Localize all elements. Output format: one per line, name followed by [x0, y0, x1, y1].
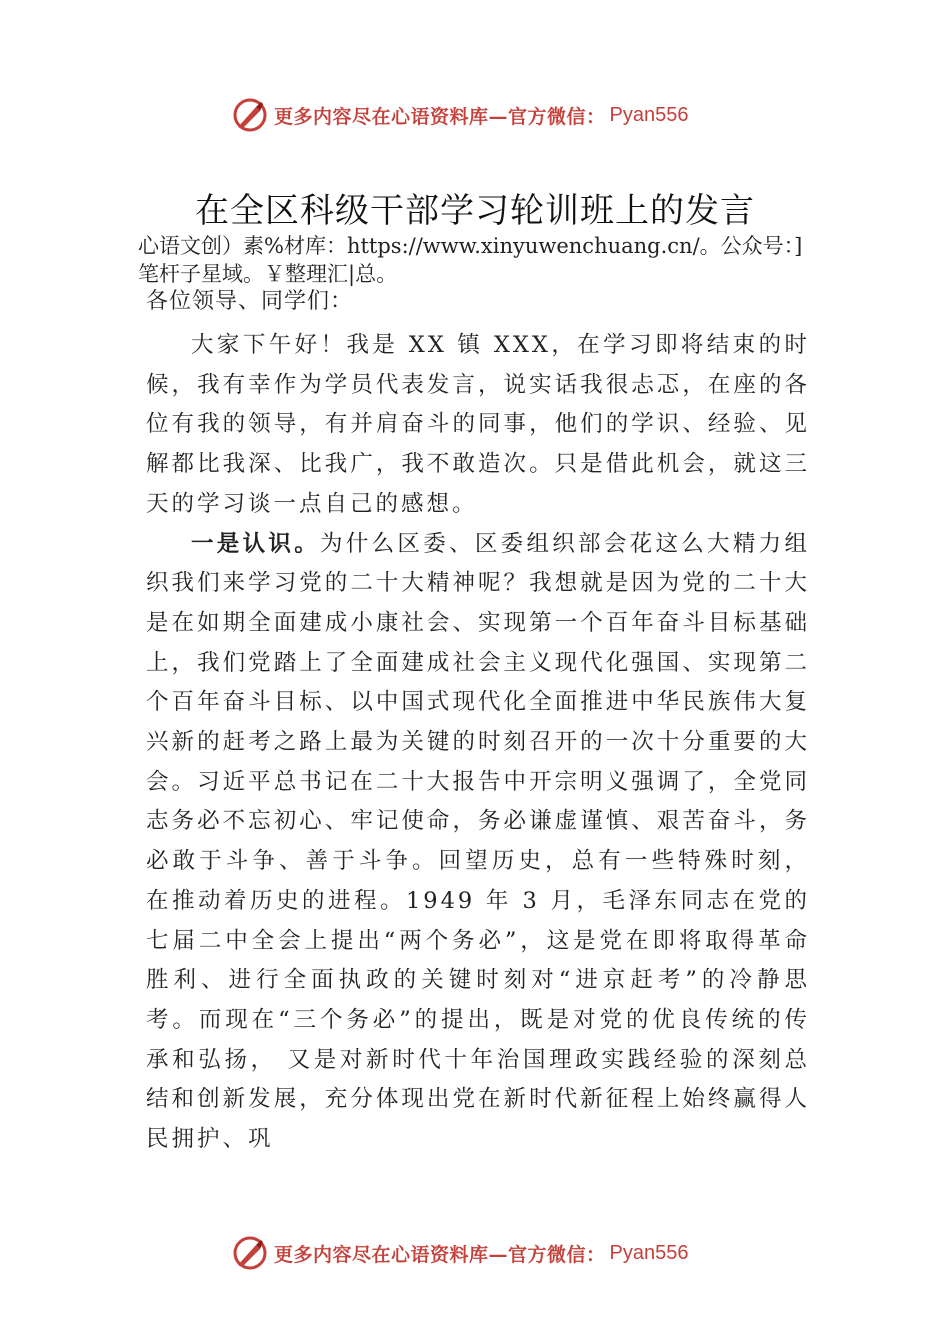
pen-logo-icon	[232, 1235, 268, 1271]
banner-text: 更多内容尽在心语资料库—官方微信：	[274, 1243, 606, 1266]
paragraph-2	[146, 525, 810, 1160]
header-banner	[232, 95, 752, 135]
source-line: 心语文创）素%材库：https://www.xinyuwenchuang.cn/。公众号：]笔杆子星域。￥整理汇|总。	[138, 234, 803, 286]
paragraph-2-lead: 一是认识。	[191, 530, 321, 557]
pen-logo-icon	[232, 97, 268, 133]
banner-text: 更多内容尽在心语资料库—官方微信：	[274, 105, 606, 128]
footer-banner	[232, 1233, 752, 1273]
document-title: 在全区科级干部学习轮训班上的发言	[195, 191, 755, 231]
salutation: 各位领导、同学们：	[146, 289, 354, 314]
banner-account: Pyan556	[609, 103, 689, 126]
paragraph-1: 大家下午好！我是 XX 镇 XXX，在学习即将结束的时候，我有幸作为学员代表发言，说实话我很忐忑，在座的各位有我的领导，有并肩奋斗的同事，他们的学识、经验、见解都比我深、比我广，我不敢造次。只是借此机会，就这三天的学习谈一点自己的感想。	[146, 332, 810, 517]
banner-account: Pyan556	[609, 1241, 689, 1264]
paragraph-2-text: 为什么区委、区委组织部会花这么大精力组织我们来学习党的二十大精神呢？我想就是因为党的二十大是在如期全面建成小康社会、实现第一个百年奋斗目标基础上，我们党踏上了全面建成社会主义现代化强国、实现第二个百年奋斗目标、以中国式现代化全面推进中华民族伟大复兴新的赶考之路上最为关键的时刻召开的一次十分重要的大会。习近平总书记在二十大报告中开宗明义强调了，全党同志务必不忘初心、牢记使命，务必谦虚谨慎、艰苦奋斗，务必敢于斗争、善于斗争。回望历史，总有一些特殊时刻， 在推动着历史的进程。1949 年 3 月，毛泽东同志在党的七届二中全会上提出“两个务必”，这是党在即将取得革命胜利、进行全面执政的关键时刻对“进京赶考”的冷静思考。而现在“三个务必”的提出，既是对党的优良传统的传承和弘扬， 又是对新时代十年治国理政实践经验的深刻总结和创新发展，充分体现出党在新时代新征程上始终赢得人民拥护、巩	[146, 530, 810, 1153]
document-body	[146, 326, 810, 1160]
